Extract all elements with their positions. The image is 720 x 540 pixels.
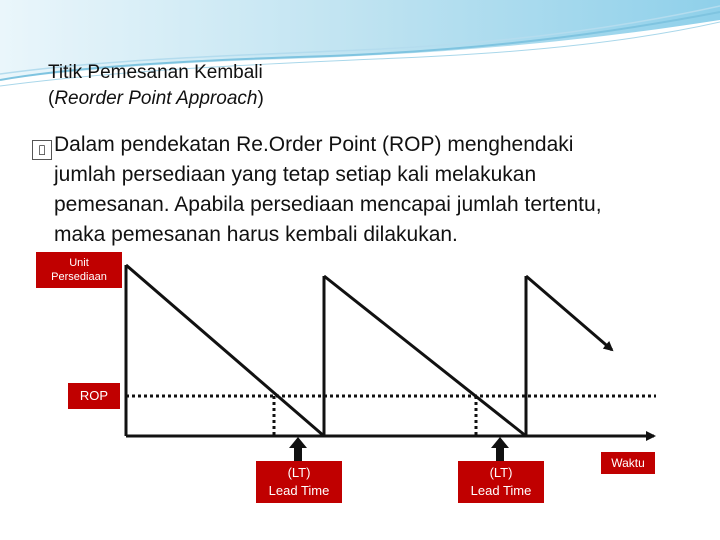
lead-time-label-2: (LT) Lead Time bbox=[458, 461, 544, 503]
lead-time-label-1: (LT) Lead Time bbox=[256, 461, 342, 503]
x-axis-label: Waktu bbox=[601, 452, 655, 474]
bullet-line-4: maka pemesanan harus kembali dilakukan. bbox=[54, 223, 458, 246]
up-arrow-2 bbox=[491, 437, 509, 461]
inventory-line-1 bbox=[126, 265, 324, 436]
up-arrow-1 bbox=[289, 437, 307, 461]
inventory-line-2 bbox=[324, 276, 526, 436]
rop-label: ROP bbox=[68, 383, 120, 409]
title-line-1: Titik Pemesanan Kembali bbox=[48, 62, 263, 83]
inventory-line-3 bbox=[526, 276, 612, 350]
title-line-2: (Reorder Point Approach) bbox=[48, 88, 264, 109]
bullet-line-2: jumlah persediaan yang tetap setiap kali melakukan bbox=[54, 163, 537, 186]
bullet-line-1: Dalam pendekatan Re.Order Point (ROP) menghendaki bbox=[32, 130, 712, 160]
y-axis-label: Unit Persediaan bbox=[36, 252, 122, 288]
bullet-line-3: pemesanan. Apabila persediaan mencapai jumlah tertentu, bbox=[54, 193, 602, 216]
